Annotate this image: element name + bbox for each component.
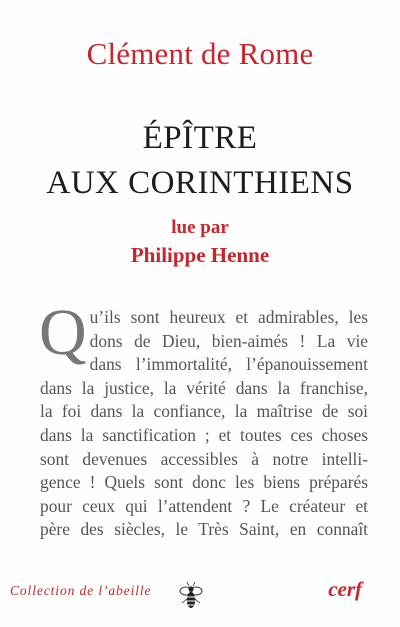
drop-cap: Q xyxy=(39,296,87,369)
excerpt-line: dons de Dieu, bien-aimés ! La vie xyxy=(89,330,368,351)
excerpt-line: pour ceux qui l’attendent ? Le créateur et xyxy=(40,495,368,516)
excerpt-line: dans la justice, la vérité dans la franchise, xyxy=(40,377,368,398)
excerpt-line: u’ils sont heureux et admirables, les xyxy=(89,307,368,327)
publisher-logo: cerf xyxy=(328,577,362,601)
collection-name: Collection de l’abeille xyxy=(10,583,152,598)
excerpt-line: dans la sanctification ; et toutes ces choses xyxy=(40,424,368,445)
excerpt-text xyxy=(39,296,368,542)
author-name: Clément de Rome xyxy=(86,36,314,71)
excerpt-line: dans l’immortalité, l’épanouissement xyxy=(89,354,368,375)
excerpt-line: la foi dans la confiance, la maîtrise de soi xyxy=(40,401,368,422)
excerpt-line: père des siècles, le Très Saint, en connaît xyxy=(40,519,368,540)
title-line-2: AUX CORINTHIENS xyxy=(46,165,354,201)
title-line-1: ÉPÎTRE xyxy=(142,120,258,156)
bee-icon xyxy=(178,580,204,614)
subtitle-reader-name: Philippe Henne xyxy=(130,243,270,267)
excerpt-line: sont devenues accessibles à notre intelli- xyxy=(40,448,368,469)
subtitle-read-by: lue par xyxy=(171,217,229,238)
excerpt-line: gence ! Quels sont donc les biens préparés xyxy=(40,472,368,493)
